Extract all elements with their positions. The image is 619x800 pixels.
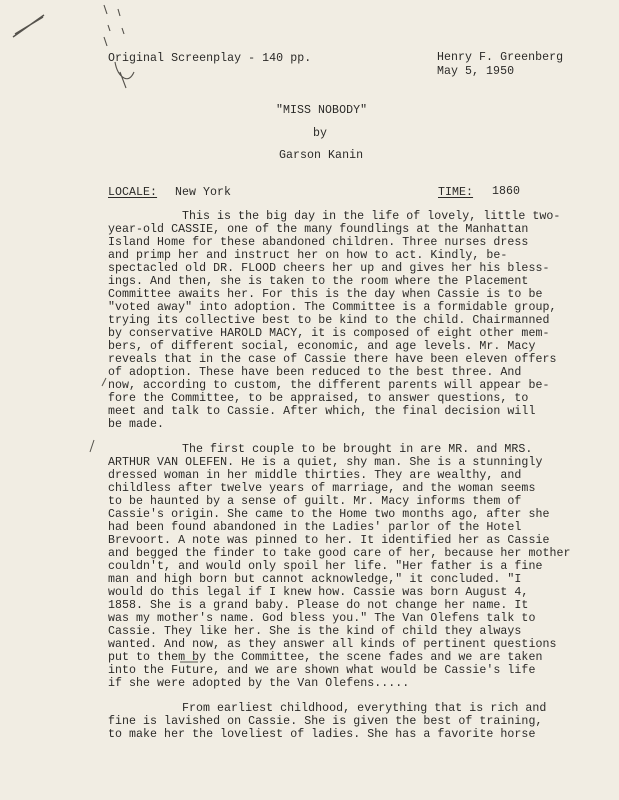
paragraph-line: bers, of different social, economic, and age levels. Mr. Macy <box>108 340 536 353</box>
author: Garson Kanin <box>279 149 364 162</box>
paragraph-line: and primp her and instruct her on how to act. Kindly, be- <box>108 249 508 262</box>
paragraph-line: fine is lavished on Cassie. She is given the best of training, <box>108 715 543 728</box>
paragraph-line: fore the Committee, to be appraised, to answer questions, to <box>108 392 529 405</box>
paragraph-line: be made. <box>108 418 165 431</box>
paragraph-line: put to them by the Committee, the scene fades and we are taken <box>108 651 543 664</box>
paragraph-line: year-old CASSIE, one of the many foundlings at the Manhattan <box>108 223 529 236</box>
locale-value: New York <box>175 186 232 199</box>
paragraph-line: spectacled old DR. FLOOD cheers her up and gives her his bless- <box>108 262 550 275</box>
pencil-tick-top-left <box>13 15 44 37</box>
paragraph-line: of adoption. These have been reduced to the best three. And <box>108 366 522 379</box>
paragraph-line: was my mother's name. God bless you." The Van Olefens talk to <box>108 612 536 625</box>
paragraph-line: by conservative HAROLD MACY, it is composed of eight other mem- <box>108 327 550 340</box>
paragraph-line: ARTHUR VAN OLEFEN. He is a quiet, shy man. She is a stunningly <box>108 456 543 469</box>
paragraph-line: into the Future, and we are shown what would be Cassie's life <box>108 664 536 677</box>
paragraph-line: 1858. She is a grand baby. Please do not change her name. It <box>108 599 529 612</box>
pencil-squiggle-header <box>104 5 134 88</box>
paragraph-line: Committee awaits her. For this is the day when Cassie is to be <box>108 288 543 301</box>
paragraph-line: From earliest childhood, everything that is rich and <box>182 702 547 715</box>
paragraph-line: childless after twelve years of marriage, and the woman seems <box>108 482 536 495</box>
paragraph-line: Cassie. They like her. She is the kind of child they always <box>108 625 522 638</box>
paragraph-line: now, according to custom, the different parents will appear be- <box>108 379 550 392</box>
paragraph-line: to be haunted by a sense of guilt. Mr. Macy informs them of <box>108 495 522 508</box>
paragraph-line: Island Home for these abandoned children. Three nurses dress <box>108 236 529 249</box>
paragraph-line: trying its collective best to be kind to the child. Chairmanned <box>108 314 550 327</box>
time-value: 1860 <box>492 185 521 198</box>
paragraph-line: and begged the finder to take good care of her, because her mother <box>108 547 571 560</box>
paragraph-line: if she were adopted by the Van Olefens..... <box>108 677 410 690</box>
time-label: TIME: <box>438 186 474 199</box>
paragraph-line: would do this legal if I knew how. Cassie was born August 4, <box>108 586 529 599</box>
paragraph-line: Brevoort. A note was pinned to her. It identified her as Cassie <box>108 534 550 547</box>
header-right-date: May 5, 1950 <box>437 65 515 78</box>
locale-label: LOCALE: <box>108 186 158 199</box>
paragraph-line: man and high born but cannot acknowledge," it concluded. "I <box>108 573 522 586</box>
paragraph-line: dressed woman in her middle thirties. They are wealthy, and <box>108 469 522 482</box>
paragraph-line: wanted. And now, as they answer all kinds of pertinent questions <box>108 638 557 651</box>
paragraph-line: to make her the loveliest of ladies. She has a favorite horse <box>108 728 536 741</box>
paragraph-line: ings. And then, she is taken to the room where the Placement <box>108 275 529 288</box>
paragraph-line: couldn't, and would only spoil her life. "Her father is a fine <box>108 560 543 573</box>
paragraph-line: meet and talk to Cassie. After which, the final decision will <box>108 405 536 418</box>
header-left: Original Screenplay - 140 pp. <box>108 52 312 65</box>
header-right-name: Henry F. Greenberg <box>437 51 564 64</box>
paragraph-line: Cassie's origin. She came to the Home two months ago, after she <box>108 508 550 521</box>
pencil-mark-para2 <box>90 440 94 452</box>
paragraph-line: The first couple to be brought in are MR. and MRS. <box>182 443 533 456</box>
title: "MISS NOBODY" <box>276 104 368 117</box>
by-line: by <box>313 127 328 140</box>
paragraph-line: reveals that in the case of Cassie there have been eleven offers <box>108 353 557 366</box>
paragraph-line: had been found abandoned in the Ladies' parlor of the Hotel <box>108 521 522 534</box>
pencil-mark-para1 <box>102 378 106 386</box>
paragraph-line: "voted away" into adoption. The Committee is a formidable group, <box>108 301 557 314</box>
paragraph-line: This is the big day in the life of lovely, little two- <box>182 210 561 223</box>
